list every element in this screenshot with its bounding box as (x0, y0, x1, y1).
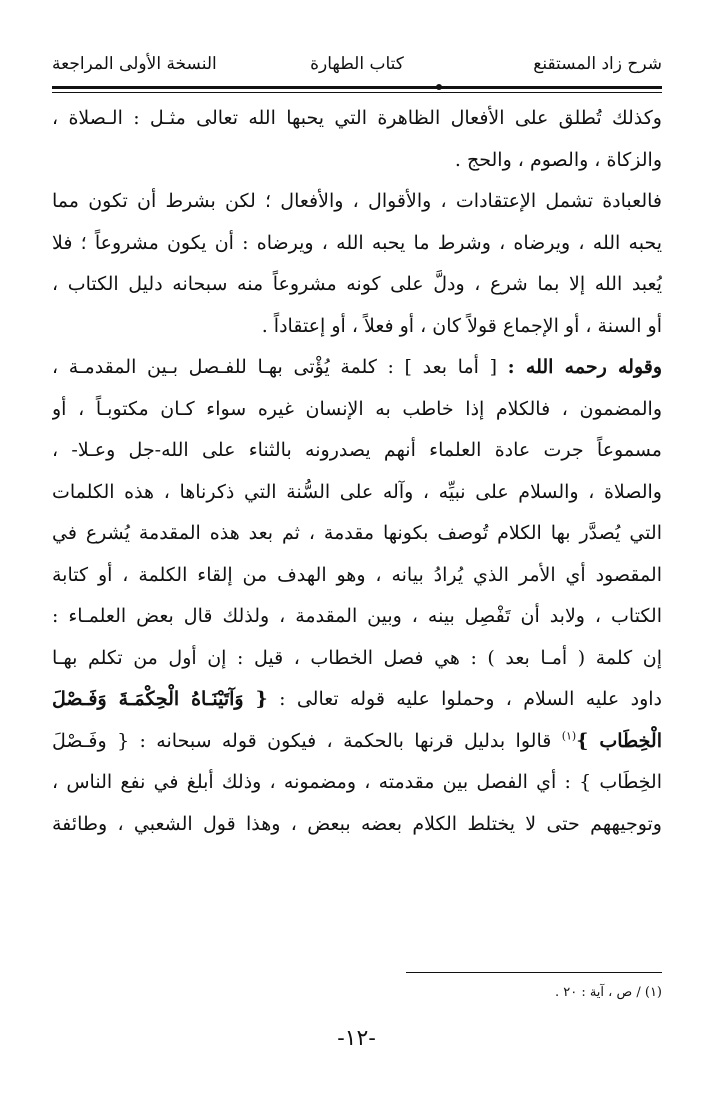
text-segment: داود عليه السلام ، وحملوا عليه قوله تعالى : (279, 688, 662, 710)
text-line-with-lead (52, 347, 662, 389)
quran-verse: { وَآتَيْنَـاهُ الْحِكْمَـةَ وَفَـصْلَ (52, 688, 268, 710)
header-rule-ornament (436, 84, 442, 90)
text-line: وكذلك تُطلق على الأفعال الظاهرة التي يحبها الله تعالى مثـل : الـصلاة ، (52, 107, 662, 129)
running-header (52, 48, 662, 82)
text-line: المقصود أي الأمر الذي يُرادُ بيانه ، وهو الهدف من إلقاء الكلمة ، أو كتابة (52, 563, 662, 586)
header-rule-thin (52, 92, 662, 93)
section-lead: وقوله رحمه الله : (507, 356, 662, 378)
text-line: أو السنة ، أو الإجماع قولاً كان ، أو فعلاً ، أو إعتقاداً . (261, 314, 662, 337)
header-chapter-title: كتاب الطهارة (310, 54, 404, 74)
quran-verse-start: { وفَـصْلَ (52, 729, 130, 752)
main-text (52, 98, 662, 845)
text-line: الخِطَاب } : أي الفصل بين مقدمته ، ومضمونه ، وذلك أبلغ في نفع الناس ، (52, 771, 662, 793)
text-line: يحبه الله ، ويرضاه ، وشرط ما يحبه الله ، ويرضاه : أن يكون مشروعاً ؛ فلا (52, 231, 662, 254)
text-segment: قالوا بدليل قرنها بالحكمة ، فيكون قوله سبحانه : (139, 729, 552, 752)
text-line-with-verse (52, 679, 662, 721)
text-line: التي يُصدَّر بها الكلام تُوصف بكونها مقدمة ، ثم بعد هذه المقدمة يُشرع في (52, 522, 662, 544)
text-line: وتوجيههم حتى لا يختلط الكلام بعضه ببعض ، وهذا قول الشعبي ، وطائفة (52, 812, 662, 835)
header-book-title: شرح زاد المستقنع (533, 54, 662, 74)
header-edition-note: النسخة الأولى المراجعة (52, 54, 217, 74)
text-line: والزكاة ، والصوم ، والحج . (454, 148, 662, 171)
text-line: الكتاب ، ولابد أن تَفْصِل بينه ، وبين المقدمة ، ولذلك قال بعض العلمـاء : (52, 605, 662, 627)
text-line: يُعبد الله إلا بما شرع ، ودلَّ على كونه مشروعاً منه سبحانه دليل الكتاب ، (52, 273, 662, 295)
quran-verse-end: الْخِطَاب } (576, 729, 662, 752)
footnote-separator (406, 972, 662, 973)
text-line-with-verse (52, 721, 662, 763)
header-rule-thick (52, 86, 662, 89)
footnote-reference[interactable]: (١) (561, 729, 577, 743)
footnote-text: (١) / ص ، آية : ٢٠ . (554, 985, 662, 1000)
text-line: والمضمون ، فالكلام إذا خاطب به الإنسان غيره سواء كـان مكتوبـاً ، أو (52, 397, 662, 420)
text-line: مسموعاً جرت عادة العلماء أنهم يصدرونه بالثناء على الله-جل وعـلا- ، (52, 439, 662, 461)
page-number: -١٢- (337, 1026, 376, 1051)
text-line: إن كلمة ( أمـا بعد ) : هي فصل الخطاب ، قيل : إن أول من تكلم بهـا (52, 646, 662, 669)
text-line: فالعبادة تشمل الإعتقادات ، والأقوال ، والأفعال ؛ لكن بشرط أن تكون مما (52, 190, 662, 212)
text-segment: [ أما بعد ] : كلمة يُؤْتى بهـا للفـصل بـين المقدمـة ، (52, 356, 497, 378)
text-line: والصلاة ، والسلام على نبيِّه ، وآله على السُّنة التي ذكرناها ، هذه الكلمات (52, 480, 662, 503)
